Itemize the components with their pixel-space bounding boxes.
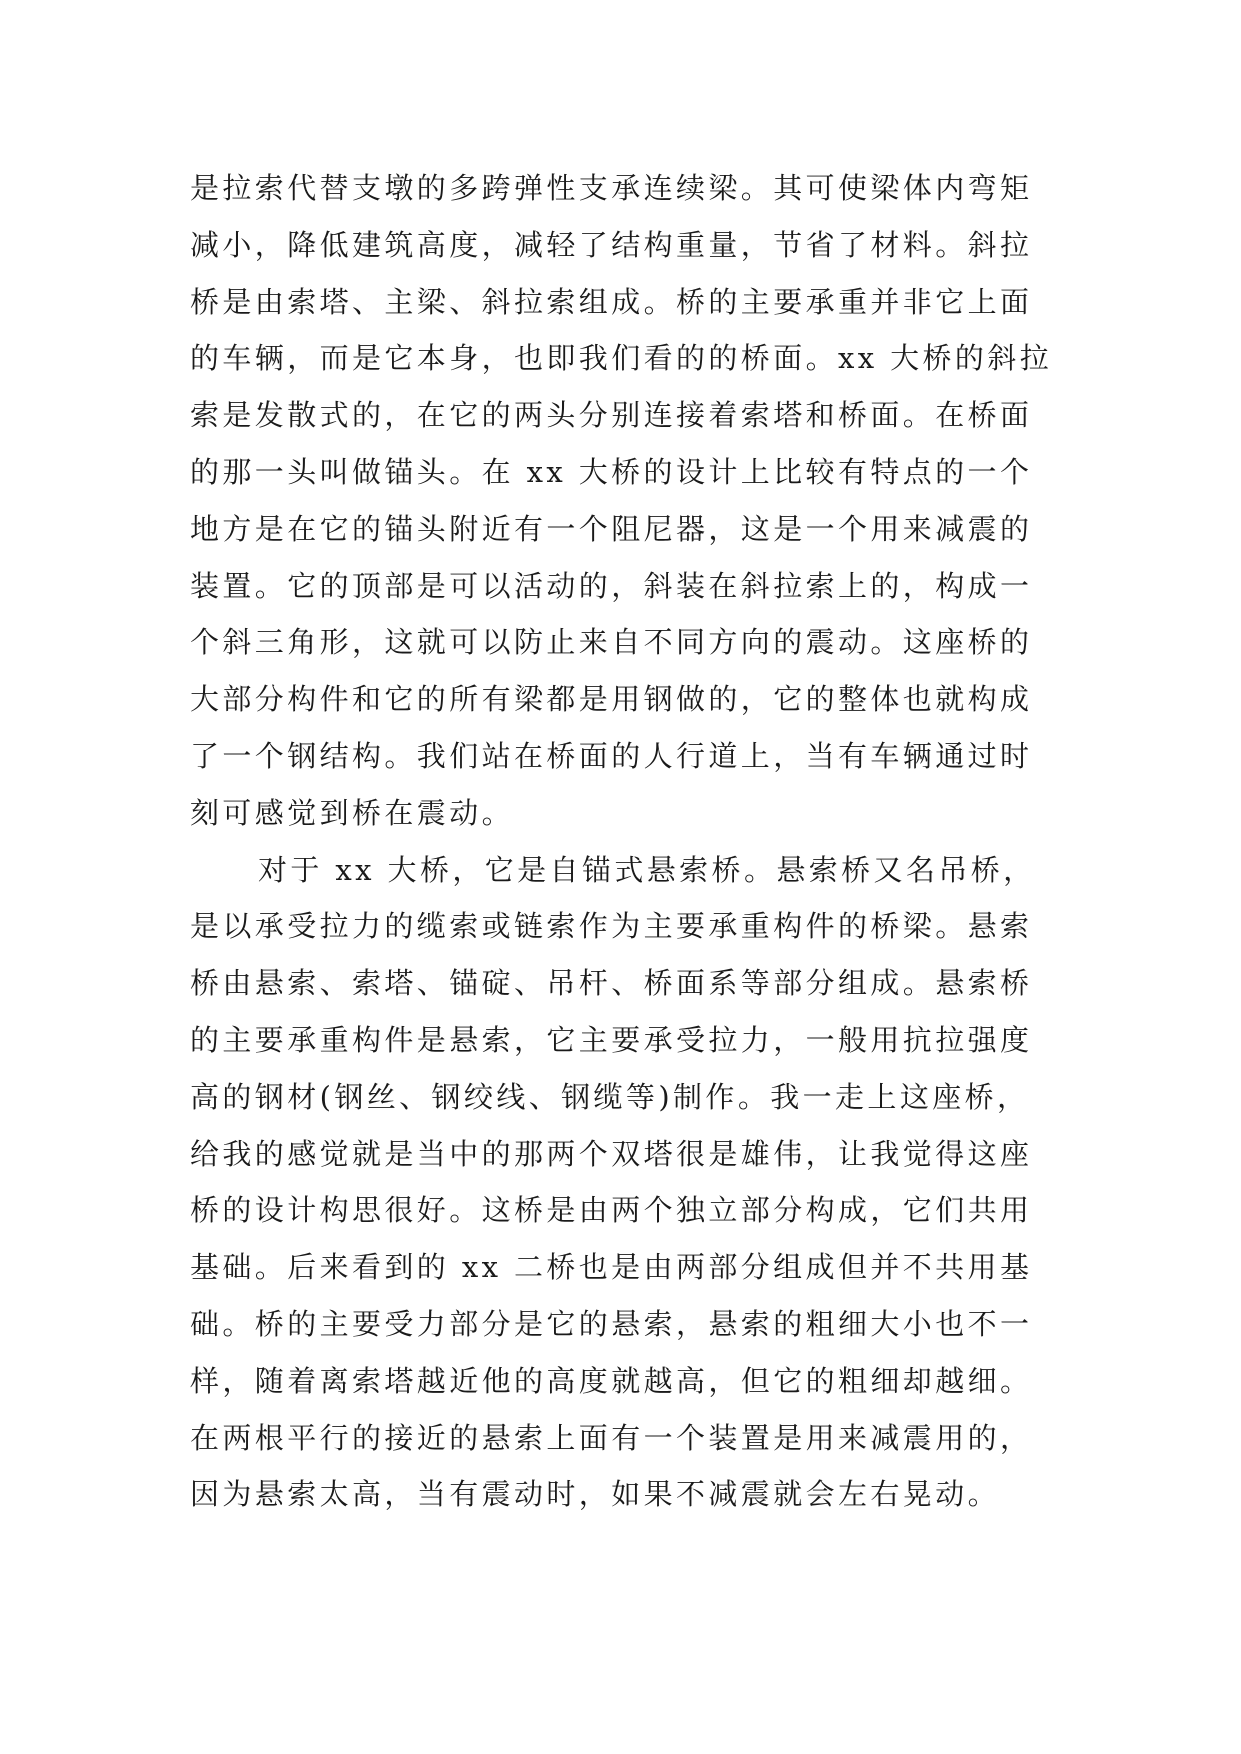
text-line: 在两根平行的接近的悬索上面有一个装置是用来减震用的， xyxy=(190,1420,1033,1455)
text-line: 是拉索代替支墩的多跨弹性支承连续梁。其可使梁体内弯矩 xyxy=(190,171,1033,205)
text-line: 是以承受拉力的缆索或链索作为主要承重构件的桥梁。悬索 xyxy=(190,909,1033,944)
text-line: 给我的感觉就是当中的那两个双塔很是雄伟，让我觉得这座 xyxy=(190,1136,1033,1171)
text-line: 大部分构件和它的所有梁都是用钢做的，它的整体也就构成 xyxy=(190,682,1033,717)
text-line: 个斜三角形，这就可以防止来自不同方向的震动。这座桥的 xyxy=(190,625,1033,660)
text-line: 桥由悬索、索塔、锚碇、吊杆、桥面系等部分组成。悬索桥 xyxy=(190,966,1033,1001)
text-line: 桥的设计构思很好。这桥是由两个独立部分构成，它们共用 xyxy=(190,1193,1033,1228)
text-line: 的主要承重构件是悬索，它主要承受拉力，一般用抗拉强度 xyxy=(190,1022,1033,1057)
text-line: 索是发散式的，在它的两头分别连接着索塔和桥面。在桥面 xyxy=(190,398,1033,433)
text-line: 减小，降低建筑高度，减轻了结构重量，节省了材料。斜拉 xyxy=(190,227,1033,262)
text-line: 装置。它的顶部是可以活动的，斜装在斜拉索上的，构成一 xyxy=(190,568,1033,603)
paragraph-suspension-bridge xyxy=(190,842,1065,1524)
text-line: 了一个钢结构。我们站在桥面的人行道上，当有车辆通过时 xyxy=(190,738,1033,773)
document-body xyxy=(190,160,1065,1523)
text-line-indented: 对于 xx 大桥，它是自锚式悬索桥。悬索桥又名吊桥， xyxy=(258,852,1036,887)
text-line: 样，随着离索塔越近他的高度就越高，但它的粗细却越细。 xyxy=(190,1363,1033,1398)
text-line: 桥是由索塔、主梁、斜拉索组成。桥的主要承重并非它上面 xyxy=(190,284,1033,319)
text-line: 础。桥的主要受力部分是它的悬索，悬索的粗细大小也不一 xyxy=(190,1306,1033,1341)
text-line: 高的钢材(钢丝、钢绞线、钢缆等)制作。我一走上这座桥， xyxy=(190,1079,1030,1114)
paragraph-cable-stayed-bridge xyxy=(190,160,1065,842)
text-line: 地方是在它的锚头附近有一个阻尼器，这是一个用来减震的 xyxy=(190,511,1033,546)
text-line: 的车辆，而是它本身，也即我们看的的桥面。xx 大桥的斜拉 xyxy=(190,341,1053,376)
text-line: 刻可感觉到桥在震动。 xyxy=(190,795,515,830)
text-line: 的那一头叫做锚头。在 xx 大桥的设计上比较有特点的一个 xyxy=(190,454,1033,489)
text-line: 因为悬索太高，当有震动时，如果不减震就会左右晃动。 xyxy=(190,1477,1001,1512)
text-line: 基础。后来看到的 xx 二桥也是由两部分组成但并不共用基 xyxy=(190,1250,1033,1285)
